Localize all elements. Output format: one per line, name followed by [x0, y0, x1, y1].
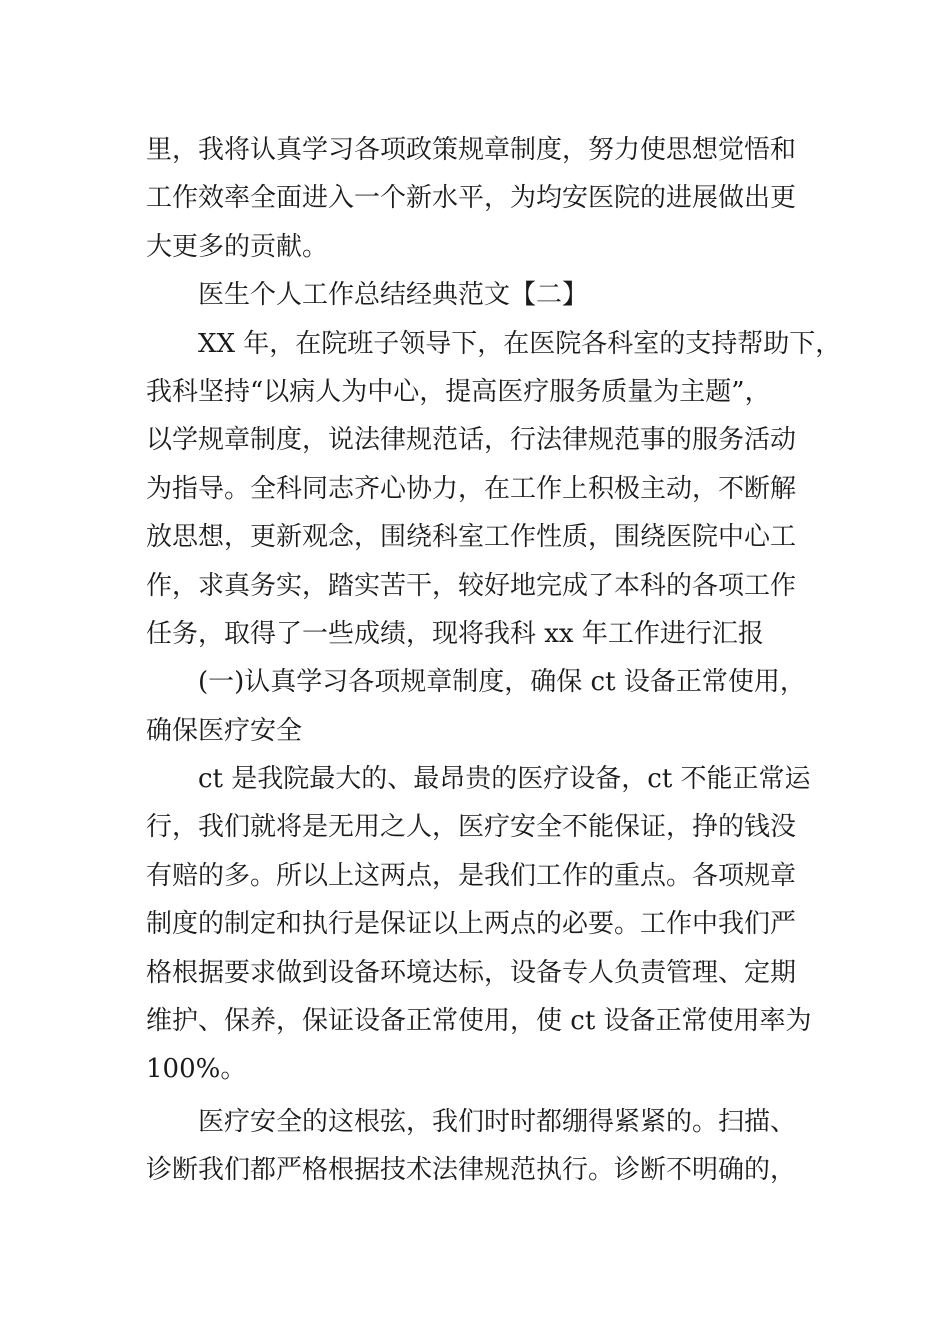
text-line: 以学规章制度，说法律规范话，行法律规范事的服务活动	[146, 425, 797, 456]
document-body	[146, 126, 842, 1195]
text-line: 诊断我们都严格根据技术法律规范执行。诊断不明确的，	[146, 1155, 797, 1186]
subsection-heading-continued: 确保医疗安全	[146, 715, 303, 746]
text-line: 放思想，更新观念，围绕科室工作性质，围绕医院中心工	[146, 522, 797, 553]
text-line: 为指导。全科同志齐心协力，在工作上积极主动，不断解	[146, 473, 797, 504]
text-line: 工作效率全面进入一个新水平，为均安医院的进展做出更	[146, 183, 797, 214]
text-line: 100%。	[146, 1054, 247, 1085]
text-line: 格根据要求做到设备环境达标，设备专人负责管理、定期	[146, 957, 797, 988]
text-line: 作，求真务实，踏实苦干，较好地完成了本科的各项工作	[146, 570, 797, 601]
text-line: 制度的制定和执行是保证以上两点的必要。工作中我们严	[146, 909, 797, 940]
section-heading: 医生个人工作总结经典范文【二】	[198, 280, 589, 311]
text-line: 有赔的多。所以上这两点，是我们工作的重点。各项规章	[146, 860, 797, 891]
text-line: ct 是我院最大的、最昂贵的医疗设备，ct 不能正常运	[198, 764, 811, 795]
text-line: 我科坚持“以病人为中心，提高医疗服务质量为主题”，	[146, 376, 771, 407]
text-line: 大更多的贡献。	[146, 231, 329, 262]
subsection-heading: (一)认真学习各项规章制度，确保 ct 设备正常使用，	[198, 667, 806, 698]
text-line: 里，我将认真学习各项政策规章制度，努力使思想觉悟和	[146, 135, 797, 165]
text-line: 医疗安全的这根弦，我们时时都绷得紧紧的。扫描、	[198, 1106, 797, 1137]
text-line: 行，我们就将是无用之人，医疗安全不能保证，挣的钱没	[146, 812, 797, 843]
text-line: 任务，取得了一些成绩，现将我科 xx 年工作进行汇报	[146, 618, 764, 649]
text-line: 维护、保养，保证设备正常使用，使 ct 设备正常使用率为	[146, 1006, 812, 1037]
text-line: XX 年，在院班子领导下，在医院各科室的支持帮助下，	[198, 328, 842, 359]
